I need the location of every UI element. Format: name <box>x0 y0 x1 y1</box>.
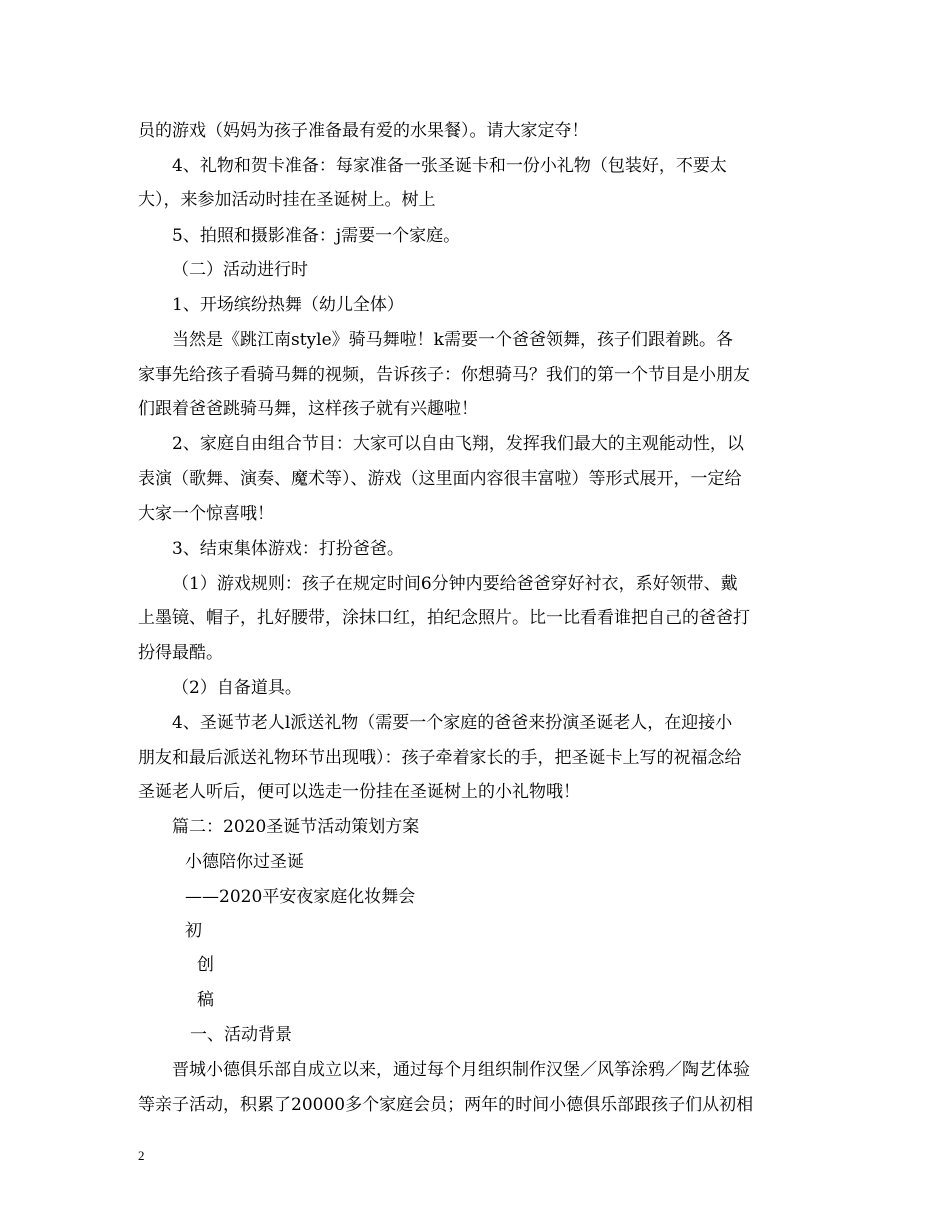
text-line: （二）活动进行时 <box>172 260 308 280</box>
title-line: 小德陪你过圣诞 <box>185 852 304 872</box>
text-line: 家事先给孩子看骑马舞的视频，告诉孩子：你想骑马？我们的第一个节目是小朋友 <box>138 365 750 385</box>
draft-char: 稿 <box>197 990 214 1010</box>
text-line: （2）自备道具。 <box>172 678 302 698</box>
text-line: 上墨镜、帽子，扎好腰带，涂抹口红，拍纪念照片。比一比看看谁把自己的爸爸打 <box>138 608 750 628</box>
text-line: 4、圣诞节老人l派送礼物（需要一个家庭的爸爸来扮演圣诞老人，在迎接小 <box>172 713 733 733</box>
text-line: 晋城小德俱乐部自成立以来，通过每个月组织制作汉堡／风筝涂鸦／陶艺体验 <box>172 1060 750 1080</box>
text-line: 朋友和最后派送礼物环节出现哦）：孩子牵着家长的手，把圣诞卡上写的祝福念给 <box>138 748 742 768</box>
section-heading: 篇二：2020圣诞节活动策划方案 <box>172 817 420 837</box>
text-line: 圣诞老人听后，便可以选走一份挂在圣诞树上的小礼物哦！ <box>138 782 580 802</box>
draft-char: 创 <box>197 955 214 975</box>
subtitle-line: ——2020平安夜家庭化妆舞会 <box>185 887 416 907</box>
text-line: 4、礼物和贺卡准备：每家准备一张圣诞卡和一份小礼物（包装好，不要太 <box>172 156 727 176</box>
section-heading: 一、活动背景 <box>190 1025 292 1045</box>
text-line: 3、结束集体游戏：打扮爸爸。 <box>172 539 404 559</box>
text-line: 表演（歌舞、演奏、魔术等）、游戏（这里面内容很丰富啦）等形式展开，一定给 <box>138 469 742 489</box>
text-line: 们跟着爸爸跳骑马舞，这样孩子就有兴趣啦！ <box>138 399 478 419</box>
text-line: 1、开场缤纷热舞（幼儿全体） <box>172 295 404 315</box>
text-line: 2、家庭自由组合节目：大家可以自由飞翔，发挥我们最大的主观能动性，以 <box>172 434 744 454</box>
text-line: 员的游戏（妈妈为孩子准备最有爱的水果餐）。请大家定夺！ <box>138 121 589 141</box>
text-line: 大），来参加活动时挂在圣诞树上。树上 <box>138 190 436 210</box>
text-line: 5、拍照和摄影准备：j需要一个家庭。 <box>172 226 461 246</box>
draft-char: 初 <box>185 921 202 941</box>
text-line: 大家一个惊喜哦！ <box>138 504 274 524</box>
page-number: 2 <box>138 1148 145 1163</box>
text-line: 等亲子活动，积累了20000多个家庭会员；两年的时间小德俱乐部跟孩子们从初相 <box>138 1095 754 1115</box>
text-line: 扮得最酷。 <box>138 643 223 663</box>
text-line: （1）游戏规则：孩子在规定时间6分钟内要给爸爸穿好衬衣，系好领带、戴 <box>172 574 738 594</box>
text-line: 当然是《跳江南style》骑马舞啦！k需要一个爸爸领舞，孩子们跟着跳。各 <box>172 330 733 350</box>
